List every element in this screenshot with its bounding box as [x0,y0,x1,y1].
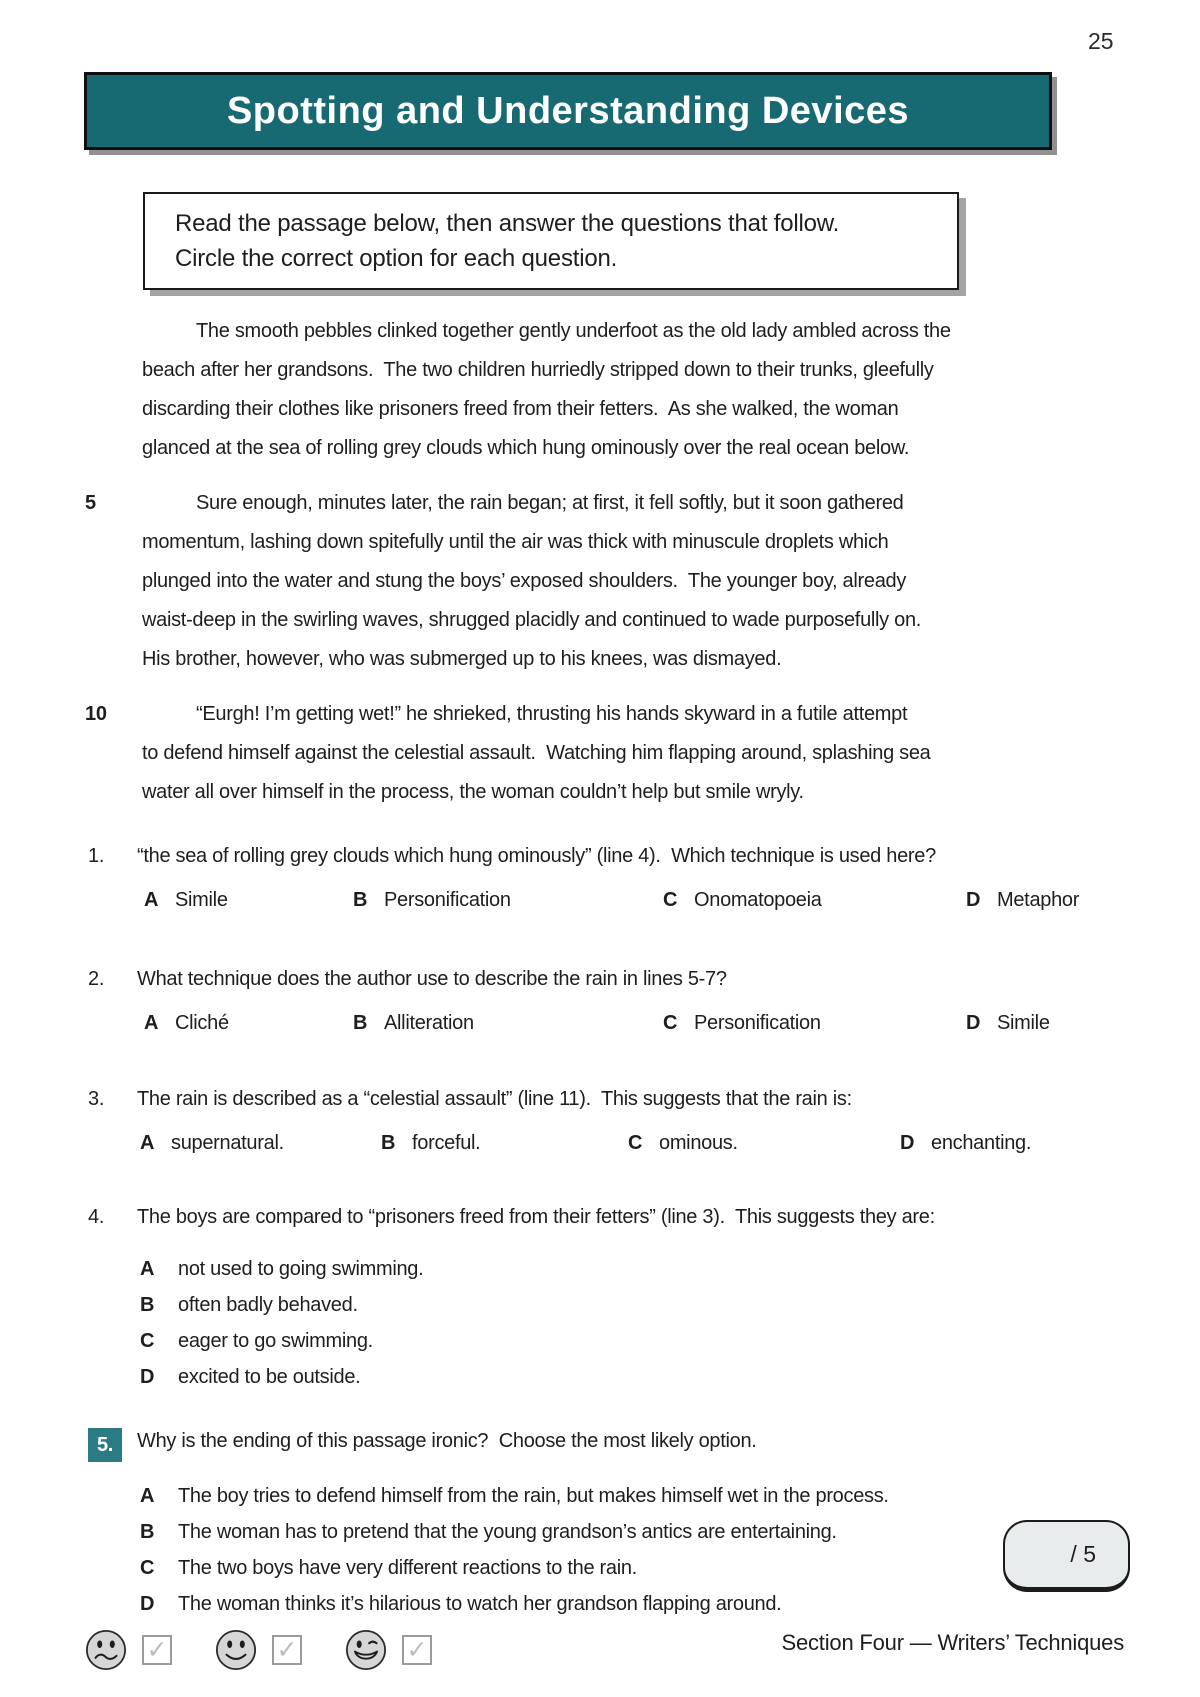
question-1-option-c[interactable] [663,889,822,912]
option-text: eager to go swimming. [178,1330,373,1352]
option-text: Cliché [175,1012,229,1034]
question-3-number: 3. [88,1088,105,1110]
option-text: The boy tries to defend himself from the rain, but makes himself wet in the process. [178,1485,889,1507]
question-4-number: 4. [88,1206,105,1228]
question-2-option-d[interactable] [966,1012,1050,1035]
option-letter: D [900,1132,915,1154]
passage-line: plunged into the water and stung the boys’ exposed shoulders. The younger boy, already [142,570,907,592]
option-text: The woman has to pretend that the young grandson’s antics are entertaining. [178,1521,837,1543]
instructions-line-2: Circle the correct option for each question. [175,245,618,272]
question-4-option-d[interactable] [88,1359,1148,1395]
question-4-option-a[interactable] [88,1251,1148,1287]
smiley-checkbox[interactable] [272,1635,302,1665]
option-letter: A [140,1258,155,1280]
smiley-face-icon [215,1629,257,1671]
option-text: Onomatopoeia [694,889,822,911]
question-4-option-c[interactable] [88,1323,1148,1359]
confused-face-icon [85,1629,127,1671]
question-1-option-a[interactable] [144,889,228,912]
score-box[interactable]: / 5 [1003,1520,1130,1592]
question-5-option-d[interactable] [88,1586,1148,1622]
passage-line: to defend himself against the celestial assault. Watching him flapping around, splashing sea [142,742,931,764]
question-4-option-b[interactable] [88,1287,1148,1323]
question-5-option-b[interactable] [88,1514,1148,1550]
question-5-option-a[interactable] [88,1478,1148,1514]
question-3-option-a[interactable] [140,1132,284,1155]
page-title: Spotting and Understanding Devices [226,89,910,132]
instructions-line-1: Read the passage below, then answer the questions that follow. [175,210,840,237]
question-2-option-a[interactable] [144,1012,229,1035]
instructions-box [143,192,959,290]
option-text: enchanting. [931,1132,1032,1154]
grinning-face-icon [345,1629,387,1671]
passage-paragraph-1 [142,312,1142,468]
option-letter: C [140,1557,155,1579]
option-letter: C [663,1012,678,1034]
self-assessment-strip [85,1628,432,1672]
passage-line: water all over himself in the process, the woman couldn’t help but smile wryly. [142,781,804,803]
question-1-option-d[interactable] [966,889,1079,912]
passage-line: “Eurgh! I’m getting wet!” he shrieked, thrusting his hands skyward in a futile attempt [196,703,908,725]
option-letter: A [144,889,159,911]
option-letter: D [966,889,981,911]
question-2-options [88,1012,1148,1042]
check-icon: ✓ [146,1636,168,1664]
option-text: excited to be outside. [178,1366,361,1388]
option-letter: A [140,1132,155,1154]
option-letter: B [353,1012,368,1034]
question-2 [88,966,1148,1042]
question-5-options [88,1478,1148,1622]
passage-paragraph-2 [85,484,1142,679]
question-1-number: 1. [88,845,105,867]
question-2-option-b[interactable] [353,1012,474,1035]
reading-passage [85,312,1142,828]
option-text: Simile [997,1012,1050,1034]
option-text: not used to going swimming. [178,1258,424,1280]
grinning-checkbox[interactable] [402,1635,432,1665]
question-2-option-c[interactable] [663,1012,821,1035]
check-icon: ✓ [276,1636,298,1664]
question-1-text: “the sea of rolling grey clouds which hung ominously” (line 4). Which technique is used here? [137,845,936,867]
option-letter: D [140,1366,155,1388]
option-letter: D [966,1012,981,1034]
question-4 [88,1204,1148,1395]
passage-line: glanced at the sea of rolling grey clouds which hung ominously over the real ocean below. [142,437,910,459]
passage-line: momentum, lashing down spitefully until the air was thick with minuscule droplets which [142,531,889,553]
option-text: Personification [694,1012,821,1034]
option-text: supernatural. [171,1132,284,1154]
option-letter: D [140,1593,155,1615]
page-number: 25 [1088,28,1114,54]
option-text: The woman thinks it’s hilarious to watch her grandson flapping around. [178,1593,782,1615]
question-3-text: The rain is described as a “celestial assault” (line 11). This suggests that the rain is: [137,1088,852,1110]
question-1-options [88,889,1148,919]
option-text: forceful. [412,1132,481,1154]
passage-line: His brother, however, who was submerged up to his knees, was dismayed. [142,648,782,670]
passage-line: The smooth pebbles clinked together gently underfoot as the old lady ambled across the [196,320,951,342]
passage-line: Sure enough, minutes later, the rain began; at first, it fell softly, but it soon gathered [196,492,904,514]
question-4-options [88,1251,1148,1395]
passage-paragraph-3 [85,695,1142,812]
question-5-number-badge: 5. [88,1428,122,1462]
question-5-text: Why is the ending of this passage ironic? Choose the most likely option. [137,1430,757,1452]
option-letter: B [353,889,368,911]
title-banner [84,72,1052,150]
option-text: Metaphor [997,889,1080,911]
question-3 [88,1086,1148,1162]
question-1-option-b[interactable] [353,889,511,912]
line-number-marker-10: 10 [85,703,107,725]
option-letter: C [628,1132,643,1154]
question-3-option-c[interactable] [628,1132,738,1155]
option-text: The two boys have very different reactions to the rain. [178,1557,637,1579]
passage-line: waist-deep in the swirling waves, shrugged placidly and continued to wade purposefully on. [142,609,922,631]
option-text: Simile [175,889,228,911]
question-4-text: The boys are compared to “prisoners freed from their fetters” (line 3). This suggests they are: [137,1206,935,1228]
option-letter: A [144,1012,159,1034]
check-icon: ✓ [406,1636,428,1664]
option-text: ominous. [659,1132,738,1154]
question-3-option-b[interactable] [381,1132,480,1155]
line-number-marker-5: 5 [85,492,96,514]
option-letter: B [140,1294,155,1316]
passage-line: discarding their clothes like prisoners freed from their fetters. As she walked, the woman [142,398,899,420]
option-letter: A [140,1485,155,1507]
passage-line: beach after her grandsons. The two children hurriedly stripped down to their trunks, gleefully [142,359,934,381]
question-1 [88,843,1148,919]
question-3-options [88,1132,1148,1162]
question-5-option-c[interactable] [88,1550,1148,1586]
question-3-option-d[interactable] [900,1132,1031,1155]
option-letter: B [140,1521,155,1543]
question-2-number: 2. [88,968,105,990]
option-text: Alliteration [384,1012,474,1034]
option-text: Personification [384,889,511,911]
option-text: often badly behaved. [178,1294,358,1316]
confused-checkbox[interactable] [142,1635,172,1665]
option-letter: B [381,1132,396,1154]
section-footer-label: Section Four — Writers’ Techniques [781,1630,1124,1655]
question-5 [88,1424,1148,1622]
option-letter: C [140,1330,155,1352]
question-2-text: What technique does the author use to describe the rain in lines 5-7? [137,968,727,990]
option-letter: C [663,889,678,911]
